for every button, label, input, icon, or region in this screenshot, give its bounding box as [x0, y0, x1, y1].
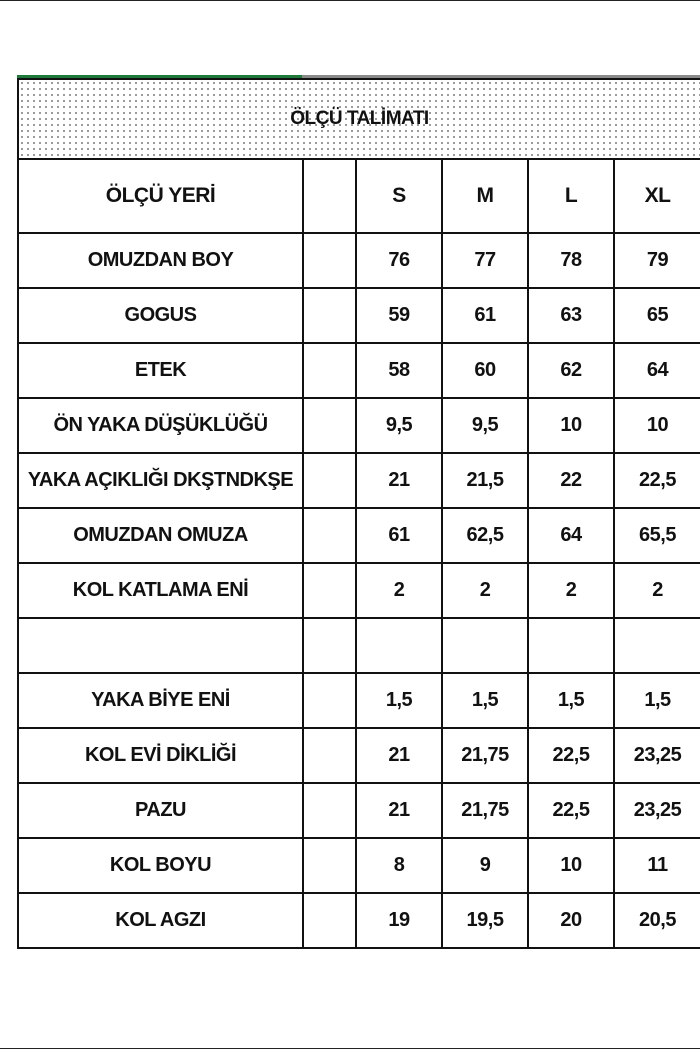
- cell-s: 61: [356, 508, 442, 563]
- cell-s: 59: [356, 288, 442, 343]
- row-label: YAKA BİYE ENİ: [18, 673, 303, 728]
- frame-bottom-line: [0, 1048, 700, 1049]
- row-spacer: [303, 343, 356, 398]
- table-row: [18, 893, 700, 948]
- row-label: KOL BOYU: [18, 838, 303, 893]
- row-spacer: [303, 508, 356, 563]
- cell-xl: 79: [614, 233, 700, 288]
- cell-m: 62,5: [442, 508, 528, 563]
- cell-xl: 65,5: [614, 508, 700, 563]
- frame-top-line: [0, 0, 700, 1]
- cell-l: 62: [528, 343, 614, 398]
- cell-l: 10: [528, 838, 614, 893]
- row-label: [18, 618, 303, 673]
- title-row: [18, 79, 700, 159]
- cell-l: 78: [528, 233, 614, 288]
- table-row: [18, 233, 700, 288]
- cell-m: [442, 618, 528, 673]
- table-row: [18, 288, 700, 343]
- cell-l: 64: [528, 508, 614, 563]
- cell-s: 21: [356, 728, 442, 783]
- row-spacer: [303, 728, 356, 783]
- row-label: GOGUS: [18, 288, 303, 343]
- cell-s: 76: [356, 233, 442, 288]
- cell-xl: 23,25: [614, 728, 700, 783]
- cell-s: 21: [356, 453, 442, 508]
- cell-m: 77: [442, 233, 528, 288]
- cell-xl: 64: [614, 343, 700, 398]
- cell-m: 21,75: [442, 783, 528, 838]
- table-title-text: ÖLÇÜ TALİMATI: [290, 108, 429, 129]
- row-label: KOL AGZI: [18, 893, 303, 948]
- cell-s: 8: [356, 838, 442, 893]
- row-label: YAKA AÇIKLIĞI DKŞTNDKŞE: [18, 453, 303, 508]
- header-size-m: M: [442, 159, 528, 233]
- table-row-empty: [18, 618, 700, 673]
- cell-m: 21,5: [442, 453, 528, 508]
- cell-xl: 23,25: [614, 783, 700, 838]
- cell-xl: 65: [614, 288, 700, 343]
- cell-l: [528, 618, 614, 673]
- row-spacer: [303, 618, 356, 673]
- cell-xl: 20,5: [614, 893, 700, 948]
- cell-s: 1,5: [356, 673, 442, 728]
- cell-l: 2: [528, 563, 614, 618]
- row-spacer: [303, 783, 356, 838]
- cell-s: 9,5: [356, 398, 442, 453]
- cell-xl: 22,5: [614, 453, 700, 508]
- cell-l: 1,5: [528, 673, 614, 728]
- row-label: OMUZDAN OMUZA: [18, 508, 303, 563]
- row-spacer: [303, 453, 356, 508]
- table-row: [18, 563, 700, 618]
- row-spacer: [303, 233, 356, 288]
- cell-l: 20: [528, 893, 614, 948]
- cell-l: 22,5: [528, 783, 614, 838]
- cell-s: 19: [356, 893, 442, 948]
- cell-xl: 11: [614, 838, 700, 893]
- row-label: KOL KATLAMA ENİ: [18, 563, 303, 618]
- row-spacer: [303, 288, 356, 343]
- cell-m: 9: [442, 838, 528, 893]
- cell-m: 19,5: [442, 893, 528, 948]
- row-spacer: [303, 673, 356, 728]
- cell-xl: 10: [614, 398, 700, 453]
- cell-l: 22,5: [528, 728, 614, 783]
- header-size-xl: XL: [614, 159, 700, 233]
- header-size-s: S: [356, 159, 442, 233]
- row-label: KOL EVİ DİKLİĞİ: [18, 728, 303, 783]
- cell-s: 2: [356, 563, 442, 618]
- cell-s: 58: [356, 343, 442, 398]
- cell-m: 61: [442, 288, 528, 343]
- row-spacer: [303, 893, 356, 948]
- cell-m: 2: [442, 563, 528, 618]
- table-row: [18, 508, 700, 563]
- table-row: [18, 783, 700, 838]
- table-title: [18, 79, 700, 159]
- cell-m: 60: [442, 343, 528, 398]
- cell-l: 22: [528, 453, 614, 508]
- cell-m: 1,5: [442, 673, 528, 728]
- row-label: ETEK: [18, 343, 303, 398]
- cell-xl: 2: [614, 563, 700, 618]
- cell-l: 10: [528, 398, 614, 453]
- row-label: ÖN YAKA DÜŞÜKLÜĞÜ: [18, 398, 303, 453]
- cell-xl: [614, 618, 700, 673]
- table-row: [18, 728, 700, 783]
- table-row: [18, 838, 700, 893]
- cell-l: 63: [528, 288, 614, 343]
- row-label: PAZU: [18, 783, 303, 838]
- row-spacer: [303, 563, 356, 618]
- cell-m: 21,75: [442, 728, 528, 783]
- table-row: [18, 453, 700, 508]
- table-row: [18, 398, 700, 453]
- header-row: [18, 159, 700, 233]
- header-size-l: L: [528, 159, 614, 233]
- row-spacer: [303, 838, 356, 893]
- table-row: [18, 343, 700, 398]
- row-spacer: [303, 398, 356, 453]
- cell-xl: 1,5: [614, 673, 700, 728]
- header-label: ÖLÇÜ YERİ: [18, 159, 303, 233]
- cell-m: 9,5: [442, 398, 528, 453]
- cell-s: [356, 618, 442, 673]
- cell-s: 21: [356, 783, 442, 838]
- table-row: [18, 673, 700, 728]
- size-table: [17, 78, 700, 949]
- header-spacer: [303, 159, 356, 233]
- row-label: OMUZDAN BOY: [18, 233, 303, 288]
